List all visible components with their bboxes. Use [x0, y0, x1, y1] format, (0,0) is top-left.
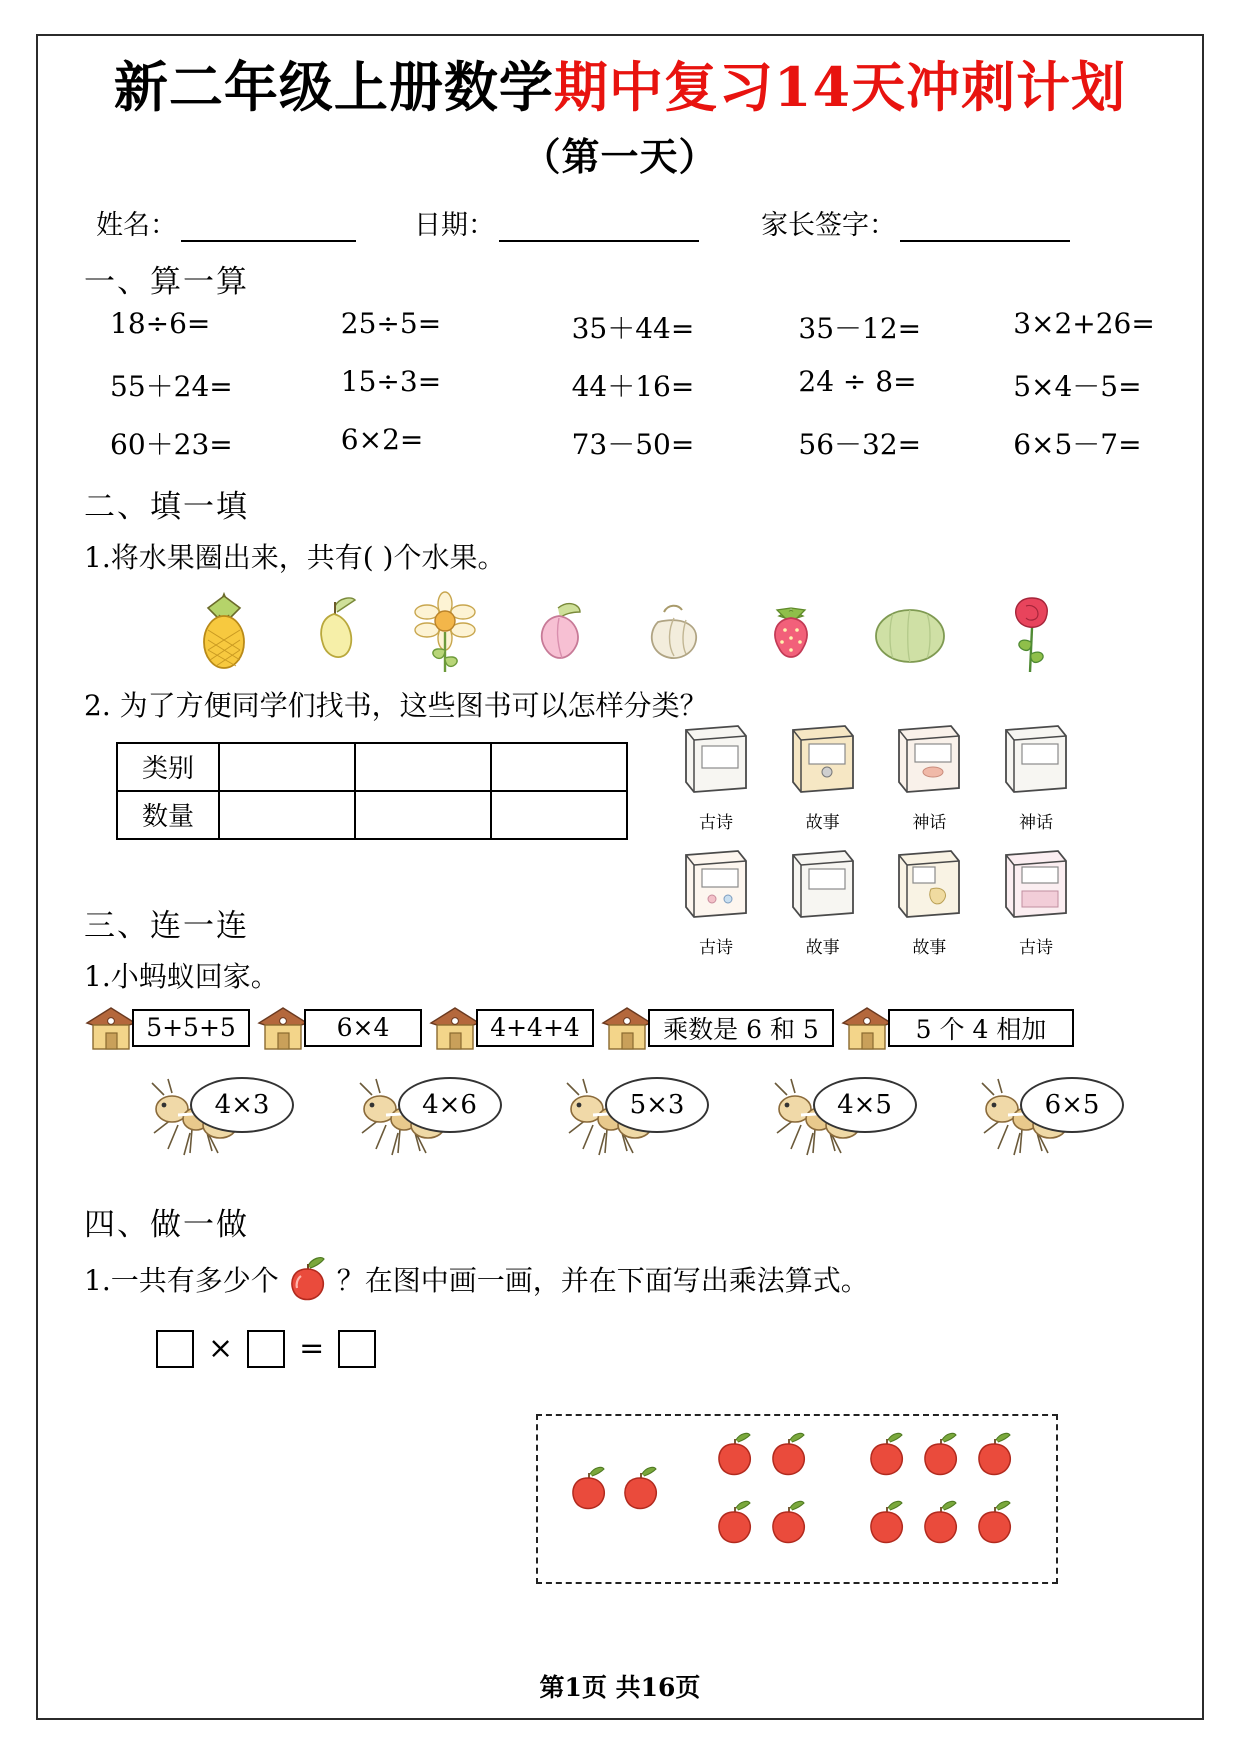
apple-group-3: [858, 1430, 1042, 1566]
apple-group-1: [560, 1464, 680, 1530]
book-label: 古诗: [1018, 937, 1053, 958]
book-item: [773, 720, 873, 833]
book-item: [986, 845, 1086, 958]
apple-icon: [281, 1254, 335, 1304]
section-1-heading: 一、算一算: [84, 263, 249, 300]
house-item[interactable]: [840, 1005, 1074, 1051]
book-item: [986, 720, 1086, 833]
table-cell[interactable]: [355, 743, 491, 791]
page-footer: 第1页 共16页: [539, 1673, 701, 1702]
calc-item[interactable]: 18÷6=: [110, 306, 211, 340]
question-text-after: ？在图中画一画，并在下面写出乘法算式。: [336, 1263, 869, 1297]
calc-item[interactable]: 55＋24=: [110, 369, 233, 403]
table-row: [117, 743, 627, 791]
ants-row: [138, 1073, 1138, 1169]
table-row: [117, 791, 627, 839]
pineapple-icon: [188, 588, 260, 674]
table-cell[interactable]: [355, 791, 491, 839]
section-4-question-1: [84, 1254, 1162, 1304]
fruit-strip: [188, 588, 1068, 674]
apple-group-2: [706, 1430, 830, 1566]
book-label: 故事: [912, 937, 947, 958]
book-icon: [672, 845, 760, 927]
ant-label: 4×5: [813, 1077, 917, 1133]
calc-row: [78, 423, 1162, 463]
calc-item[interactable]: 15÷3=: [340, 364, 442, 398]
calc-item[interactable]: 44＋16=: [571, 369, 695, 403]
section-2-heading: 二、填一填: [84, 488, 249, 525]
calc-item[interactable]: 35＋44=: [571, 311, 695, 345]
name-label: 姓名：: [96, 209, 177, 241]
worksheet-page: [36, 34, 1204, 1720]
book-icon: [885, 720, 973, 802]
section-2-question-1: 1.将水果圈出来，共有( )个水果。: [84, 540, 506, 574]
table-cell[interactable]: [219, 743, 355, 791]
equals-symbol: =: [299, 1331, 325, 1367]
title-red-part: 期中复习14天冲刺计划: [553, 55, 1127, 119]
calc-item[interactable]: 6×2=: [340, 422, 424, 456]
book-label: 古诗: [699, 812, 733, 833]
book-item: [666, 845, 766, 958]
calc-item[interactable]: 25÷5=: [340, 306, 442, 340]
house-label: 4+4+4: [476, 1009, 594, 1047]
house-icon: [840, 1005, 894, 1051]
house-item[interactable]: [84, 1005, 250, 1051]
ant-label: 4×3: [190, 1077, 294, 1133]
ant-item[interactable]: [346, 1073, 516, 1169]
book-item: [773, 845, 873, 958]
page-subtitle: （第一天）: [522, 133, 718, 179]
ant-label: 4×6: [398, 1077, 502, 1133]
book-icon: [779, 720, 867, 802]
book-item: [666, 720, 766, 833]
book-icon: [672, 720, 760, 802]
section-3-heading: 三、连一连: [84, 907, 249, 944]
calculation-grid: [78, 307, 1162, 463]
peach-icon: [522, 588, 596, 674]
calc-item[interactable]: 73－50=: [571, 427, 695, 461]
signature-input-line[interactable]: [900, 216, 1070, 242]
book-label: 神话: [912, 812, 947, 833]
ant-item[interactable]: [761, 1073, 931, 1169]
apple-group-6-icon: [858, 1430, 1042, 1562]
strawberry-icon: [753, 588, 829, 674]
daisy-flower-icon: [407, 588, 483, 674]
multiplication-equation[interactable]: [156, 1330, 1162, 1368]
book-row: [666, 845, 1086, 958]
section-2-question-2: 2. 为了方便同学们找书，这些图书可以怎样分类？: [84, 688, 708, 722]
question-text-before: 1.一共有多少个: [84, 1263, 279, 1297]
name-field[interactable]: [96, 203, 356, 242]
house-icon: [600, 1005, 654, 1051]
book-item: [879, 720, 979, 833]
ant-label: 5×3: [605, 1077, 709, 1133]
rose-flower-icon: [992, 588, 1068, 674]
calc-row: [78, 365, 1162, 405]
ant-label: 6×5: [1020, 1077, 1124, 1133]
book-icon: [885, 845, 973, 927]
table-cell[interactable]: [491, 743, 627, 791]
ant-item[interactable]: [968, 1073, 1138, 1169]
house-icon: [256, 1005, 310, 1051]
calc-item[interactable]: 5×4－5=: [1013, 369, 1142, 403]
ant-item[interactable]: [553, 1073, 723, 1169]
book-icon: [779, 845, 867, 927]
signature-field[interactable]: [761, 203, 1070, 242]
book-label: 古诗: [699, 937, 733, 958]
calc-item[interactable]: 3×2+26=: [1013, 306, 1155, 340]
header-fields: [78, 203, 1162, 242]
garlic-icon: [634, 588, 714, 674]
multiply-symbol: ×: [208, 1331, 234, 1367]
table-row-header: 类别: [117, 743, 219, 791]
page-title: [78, 56, 1162, 120]
calc-item[interactable]: 24 ÷ 8=: [798, 364, 917, 398]
calc-item[interactable]: 35－12=: [798, 311, 922, 345]
book-label: 故事: [805, 812, 840, 833]
house-icon: [84, 1005, 138, 1051]
house-label: 乘数是 6 和 5: [648, 1009, 834, 1047]
house-label: 5 个 4 相加: [888, 1009, 1074, 1047]
signature-label: 家长签字：: [761, 209, 896, 241]
section-4-heading: 四、做一做: [84, 1206, 249, 1243]
apple-group-4-icon: [706, 1430, 830, 1562]
section-3-question-1: 1.小蚂蚁回家。: [84, 959, 279, 993]
book-row: [666, 720, 1086, 833]
book-item: [879, 845, 979, 958]
pear-icon: [299, 588, 369, 674]
answer-box-2[interactable]: [247, 1330, 285, 1368]
house-label: 5+5+5: [132, 1009, 250, 1047]
books-illustration: [666, 720, 1096, 958]
ant-item[interactable]: [138, 1073, 308, 1169]
house-item[interactable]: [256, 1005, 422, 1051]
house-icon: [428, 1005, 482, 1051]
date-input-line[interactable]: [499, 216, 699, 242]
answer-box-1[interactable]: [156, 1330, 194, 1368]
house-label: 6×4: [304, 1009, 422, 1047]
calc-item[interactable]: 60＋23=: [110, 427, 233, 461]
apple-group-2-icon: [560, 1464, 680, 1526]
name-input-line[interactable]: [181, 216, 356, 242]
calc-row: [78, 307, 1162, 347]
date-field[interactable]: [414, 203, 699, 242]
book-label: 故事: [805, 937, 840, 958]
title-black-part: 新二年级上册数学: [113, 55, 554, 119]
houses-row: [84, 1005, 1162, 1051]
book-icon: [992, 845, 1080, 927]
classification-table[interactable]: [116, 742, 628, 840]
calc-item[interactable]: 56－32=: [798, 427, 922, 461]
apple-groups-box: [536, 1414, 1058, 1584]
table-cell[interactable]: [219, 791, 355, 839]
melon-icon: [867, 588, 953, 674]
house-item[interactable]: [428, 1005, 594, 1051]
table-cell[interactable]: [491, 791, 627, 839]
answer-box-3[interactable]: [338, 1330, 376, 1368]
date-label: 日期：: [414, 209, 495, 241]
house-item[interactable]: [600, 1005, 834, 1051]
table-row-header: 数量: [117, 791, 219, 839]
book-label: 神话: [1018, 812, 1053, 833]
book-icon: [992, 720, 1080, 802]
calc-item[interactable]: 6×5－7=: [1013, 427, 1142, 461]
